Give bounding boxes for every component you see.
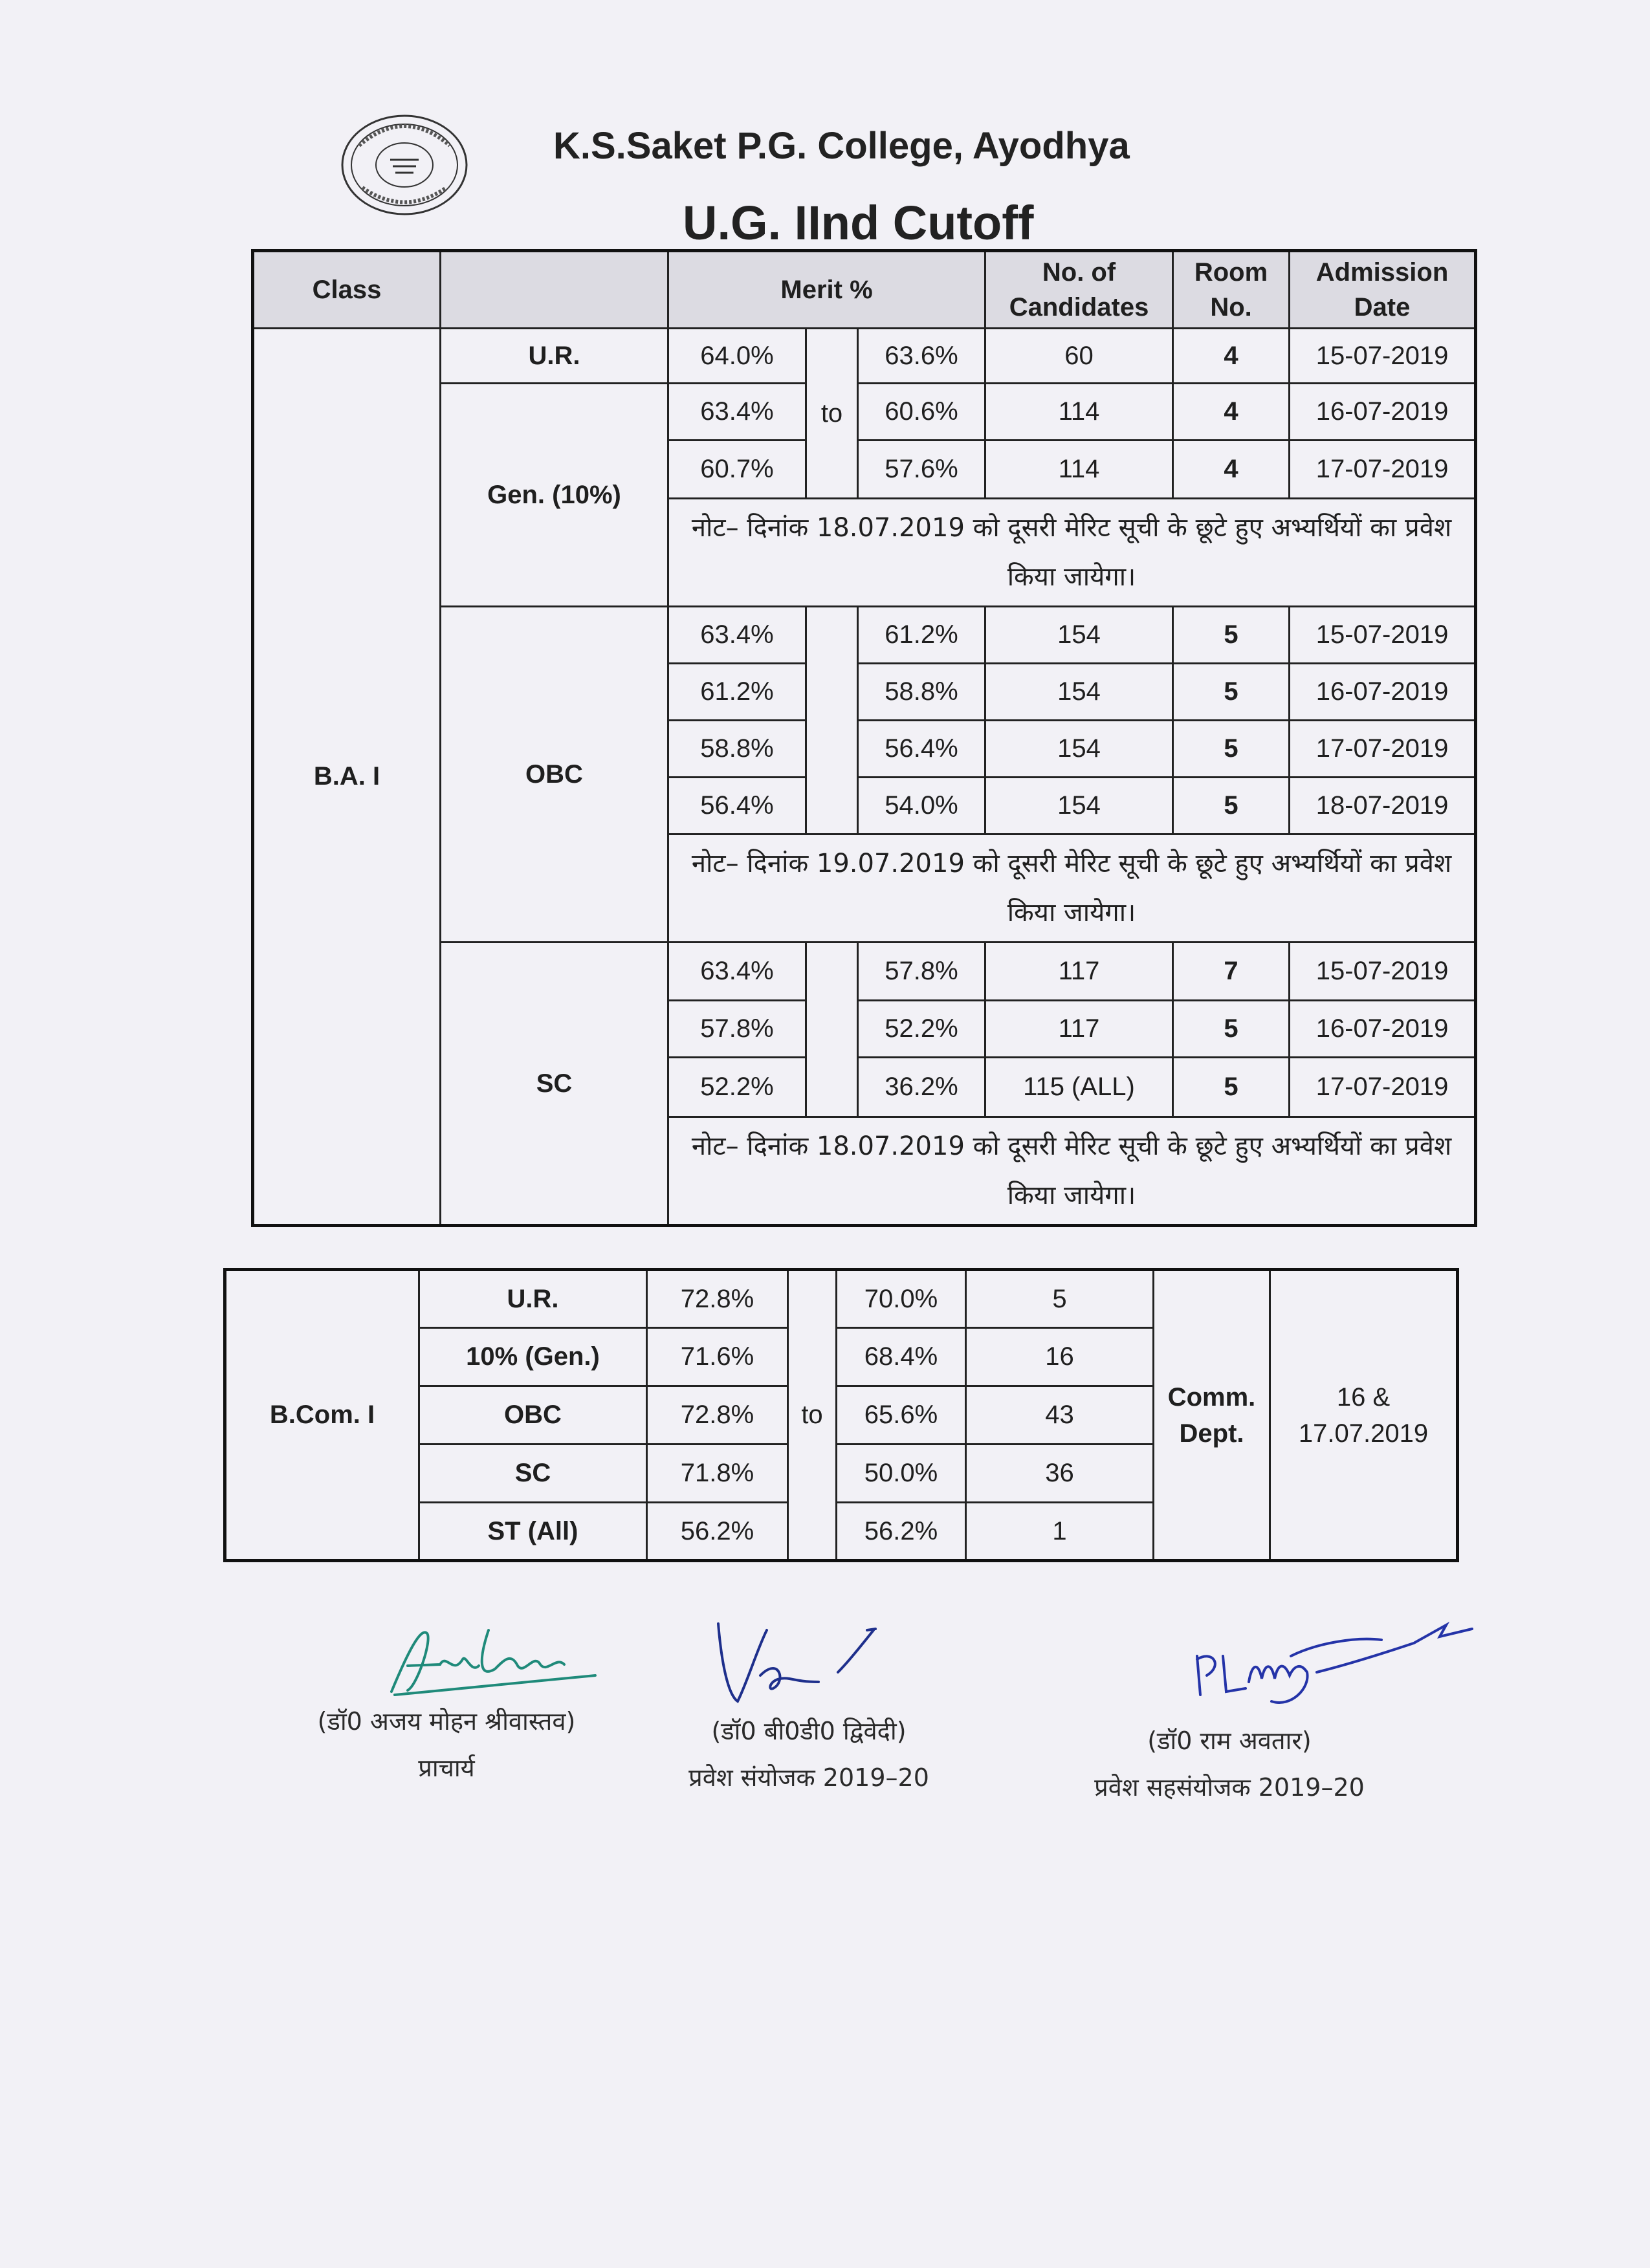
merit-from: 72.8% [647, 1270, 788, 1328]
date: 16-07-2019 [1290, 664, 1476, 721]
room: 5 [1173, 607, 1290, 664]
category-ur: U.R. [441, 329, 668, 384]
candidates: 154 [985, 778, 1173, 834]
signatory-name: (डॉ0 राम अवतार) [1147, 1727, 1312, 1755]
merit-from: 61.2% [668, 664, 806, 721]
header-date: Admission Date [1290, 251, 1476, 329]
merit-to: 52.2% [858, 1001, 985, 1058]
category-gen: Gen. (10%) [441, 384, 668, 607]
merit-from: 57.8% [668, 1001, 806, 1058]
merit-to: 68.4% [837, 1328, 966, 1386]
date: 17-07-2019 [1290, 721, 1476, 778]
room: 4 [1173, 329, 1290, 384]
header-merit: Merit % [668, 251, 985, 329]
candidates: 154 [985, 607, 1173, 664]
merit-from: 63.4% [668, 384, 806, 441]
class-cell: B.A. I [253, 329, 441, 1226]
category: U.R. [419, 1270, 647, 1328]
room: 5 [1173, 1058, 1290, 1117]
to-spacer [806, 943, 858, 1117]
header-room: Room No. [1173, 251, 1290, 329]
room: 5 [1173, 1001, 1290, 1058]
merit-from: 63.4% [668, 943, 806, 1001]
merit-from: 64.0% [668, 329, 806, 384]
candidates: 117 [985, 943, 1173, 1001]
candidates: 114 [985, 441, 1173, 499]
date: 16-07-2019 [1290, 384, 1476, 441]
candidates: 60 [985, 329, 1173, 384]
date: 15-07-2019 [1290, 329, 1476, 384]
merit-to: 65.6% [837, 1386, 966, 1445]
co-convenor-signature [1187, 1611, 1485, 1708]
header-category [441, 251, 668, 329]
category: SC [419, 1445, 647, 1503]
college-name: K.S.Saket P.G. College, Ayodhya [553, 125, 1130, 167]
merit-from: 71.6% [647, 1328, 788, 1386]
signatory-role: प्रवेश सहसंयोजक 2019–20 [1094, 1773, 1365, 1802]
category: OBC [419, 1386, 647, 1445]
room: 5 [1173, 778, 1290, 834]
candidates: 114 [985, 384, 1173, 441]
merit-to: 57.6% [858, 441, 985, 499]
room: 4 [1173, 384, 1290, 441]
page-title: U.G. IInd Cutoff [683, 196, 1034, 250]
merit-to: 56.2% [837, 1503, 966, 1561]
date: 17-07-2019 [1290, 441, 1476, 499]
to-label: to [806, 329, 858, 499]
candidates: 36 [966, 1445, 1154, 1503]
signatory-co-convenor [1048, 1717, 1411, 1811]
category-obc: OBC [441, 607, 668, 943]
candidates: 117 [985, 1001, 1173, 1058]
candidates: 5 [966, 1270, 1154, 1328]
merit-to: 54.0% [858, 778, 985, 834]
room: 5 [1173, 721, 1290, 778]
candidates: 16 [966, 1328, 1154, 1386]
candidates: 1 [966, 1503, 1154, 1561]
merit-from: 56.2% [647, 1503, 788, 1561]
merit-to: 50.0% [837, 1445, 966, 1503]
room: 4 [1173, 441, 1290, 499]
merit-to: 57.8% [858, 943, 985, 1001]
category: ST (All) [419, 1503, 647, 1561]
signatory-principal [272, 1698, 621, 1791]
merit-from: 71.8% [647, 1445, 788, 1503]
ba-cutoff-table [251, 249, 1477, 1227]
college-seal [340, 113, 469, 217]
gen-note: नोट– दिनांक 18.07.2019 को दूसरी मेरिट सूची के छूटे हुए अभ्यर्थियों का प्रवेश किया जायेगा। [668, 499, 1476, 607]
header-class: Class [253, 251, 441, 329]
candidates: 43 [966, 1386, 1154, 1445]
merit-to: 58.8% [858, 664, 985, 721]
merit-from: 56.4% [668, 778, 806, 834]
merit-to: 36.2% [858, 1058, 985, 1117]
to-spacer [806, 607, 858, 834]
header-candidates: No. of Candidates [985, 251, 1173, 329]
signatory-convenor [641, 1708, 977, 1801]
room: 7 [1173, 943, 1290, 1001]
obc-note: नोट– दिनांक 19.07.2019 को दूसरी मेरिट सूची के छूटे हुए अभ्यर्थियों का प्रवेश किया जायेगा। [668, 834, 1476, 943]
merit-to: 56.4% [858, 721, 985, 778]
date: 18-07-2019 [1290, 778, 1476, 834]
signatory-role: प्रवेश संयोजक 2019–20 [688, 1763, 929, 1793]
merit-from: 52.2% [668, 1058, 806, 1117]
date: 16-07-2019 [1290, 1001, 1476, 1058]
merit-from: 58.8% [668, 721, 806, 778]
merit-to: 60.6% [858, 384, 985, 441]
date: 16 & 17.07.2019 [1270, 1270, 1458, 1561]
sc-note: नोट– दिनांक 18.07.2019 को दूसरी मेरिट सूची के छूटे हुए अभ्यर्थियों का प्रवेश किया जायेगा। [668, 1117, 1476, 1226]
principal-signature [382, 1614, 615, 1705]
merit-to: 61.2% [858, 607, 985, 664]
bcom-cutoff-table [223, 1268, 1459, 1562]
signatory-name: (डॉ0 अजय मोहन श्रीवास्तव) [317, 1707, 576, 1736]
date: 15-07-2019 [1290, 943, 1476, 1001]
date: 15-07-2019 [1290, 607, 1476, 664]
category: 10% (Gen.) [419, 1328, 647, 1386]
merit-from: 63.4% [668, 607, 806, 664]
category-sc: SC [441, 943, 668, 1226]
room: 5 [1173, 664, 1290, 721]
class-cell: B.Com. I [225, 1270, 419, 1561]
candidates: 115 (ALL) [985, 1058, 1173, 1117]
candidates: 154 [985, 721, 1173, 778]
merit-to: 70.0% [837, 1270, 966, 1328]
signatory-role: प्राचार्य [418, 1754, 475, 1783]
candidates: 154 [985, 664, 1173, 721]
convenor-signature [709, 1611, 903, 1714]
room: Comm. Dept. [1154, 1270, 1270, 1561]
date: 17-07-2019 [1290, 1058, 1476, 1117]
merit-from: 72.8% [647, 1386, 788, 1445]
merit-from: 60.7% [668, 441, 806, 499]
merit-to: 63.6% [858, 329, 985, 384]
signatory-name: (डॉ0 बी0डी0 द्विवेदी) [711, 1717, 907, 1745]
to-label: to [788, 1270, 837, 1561]
